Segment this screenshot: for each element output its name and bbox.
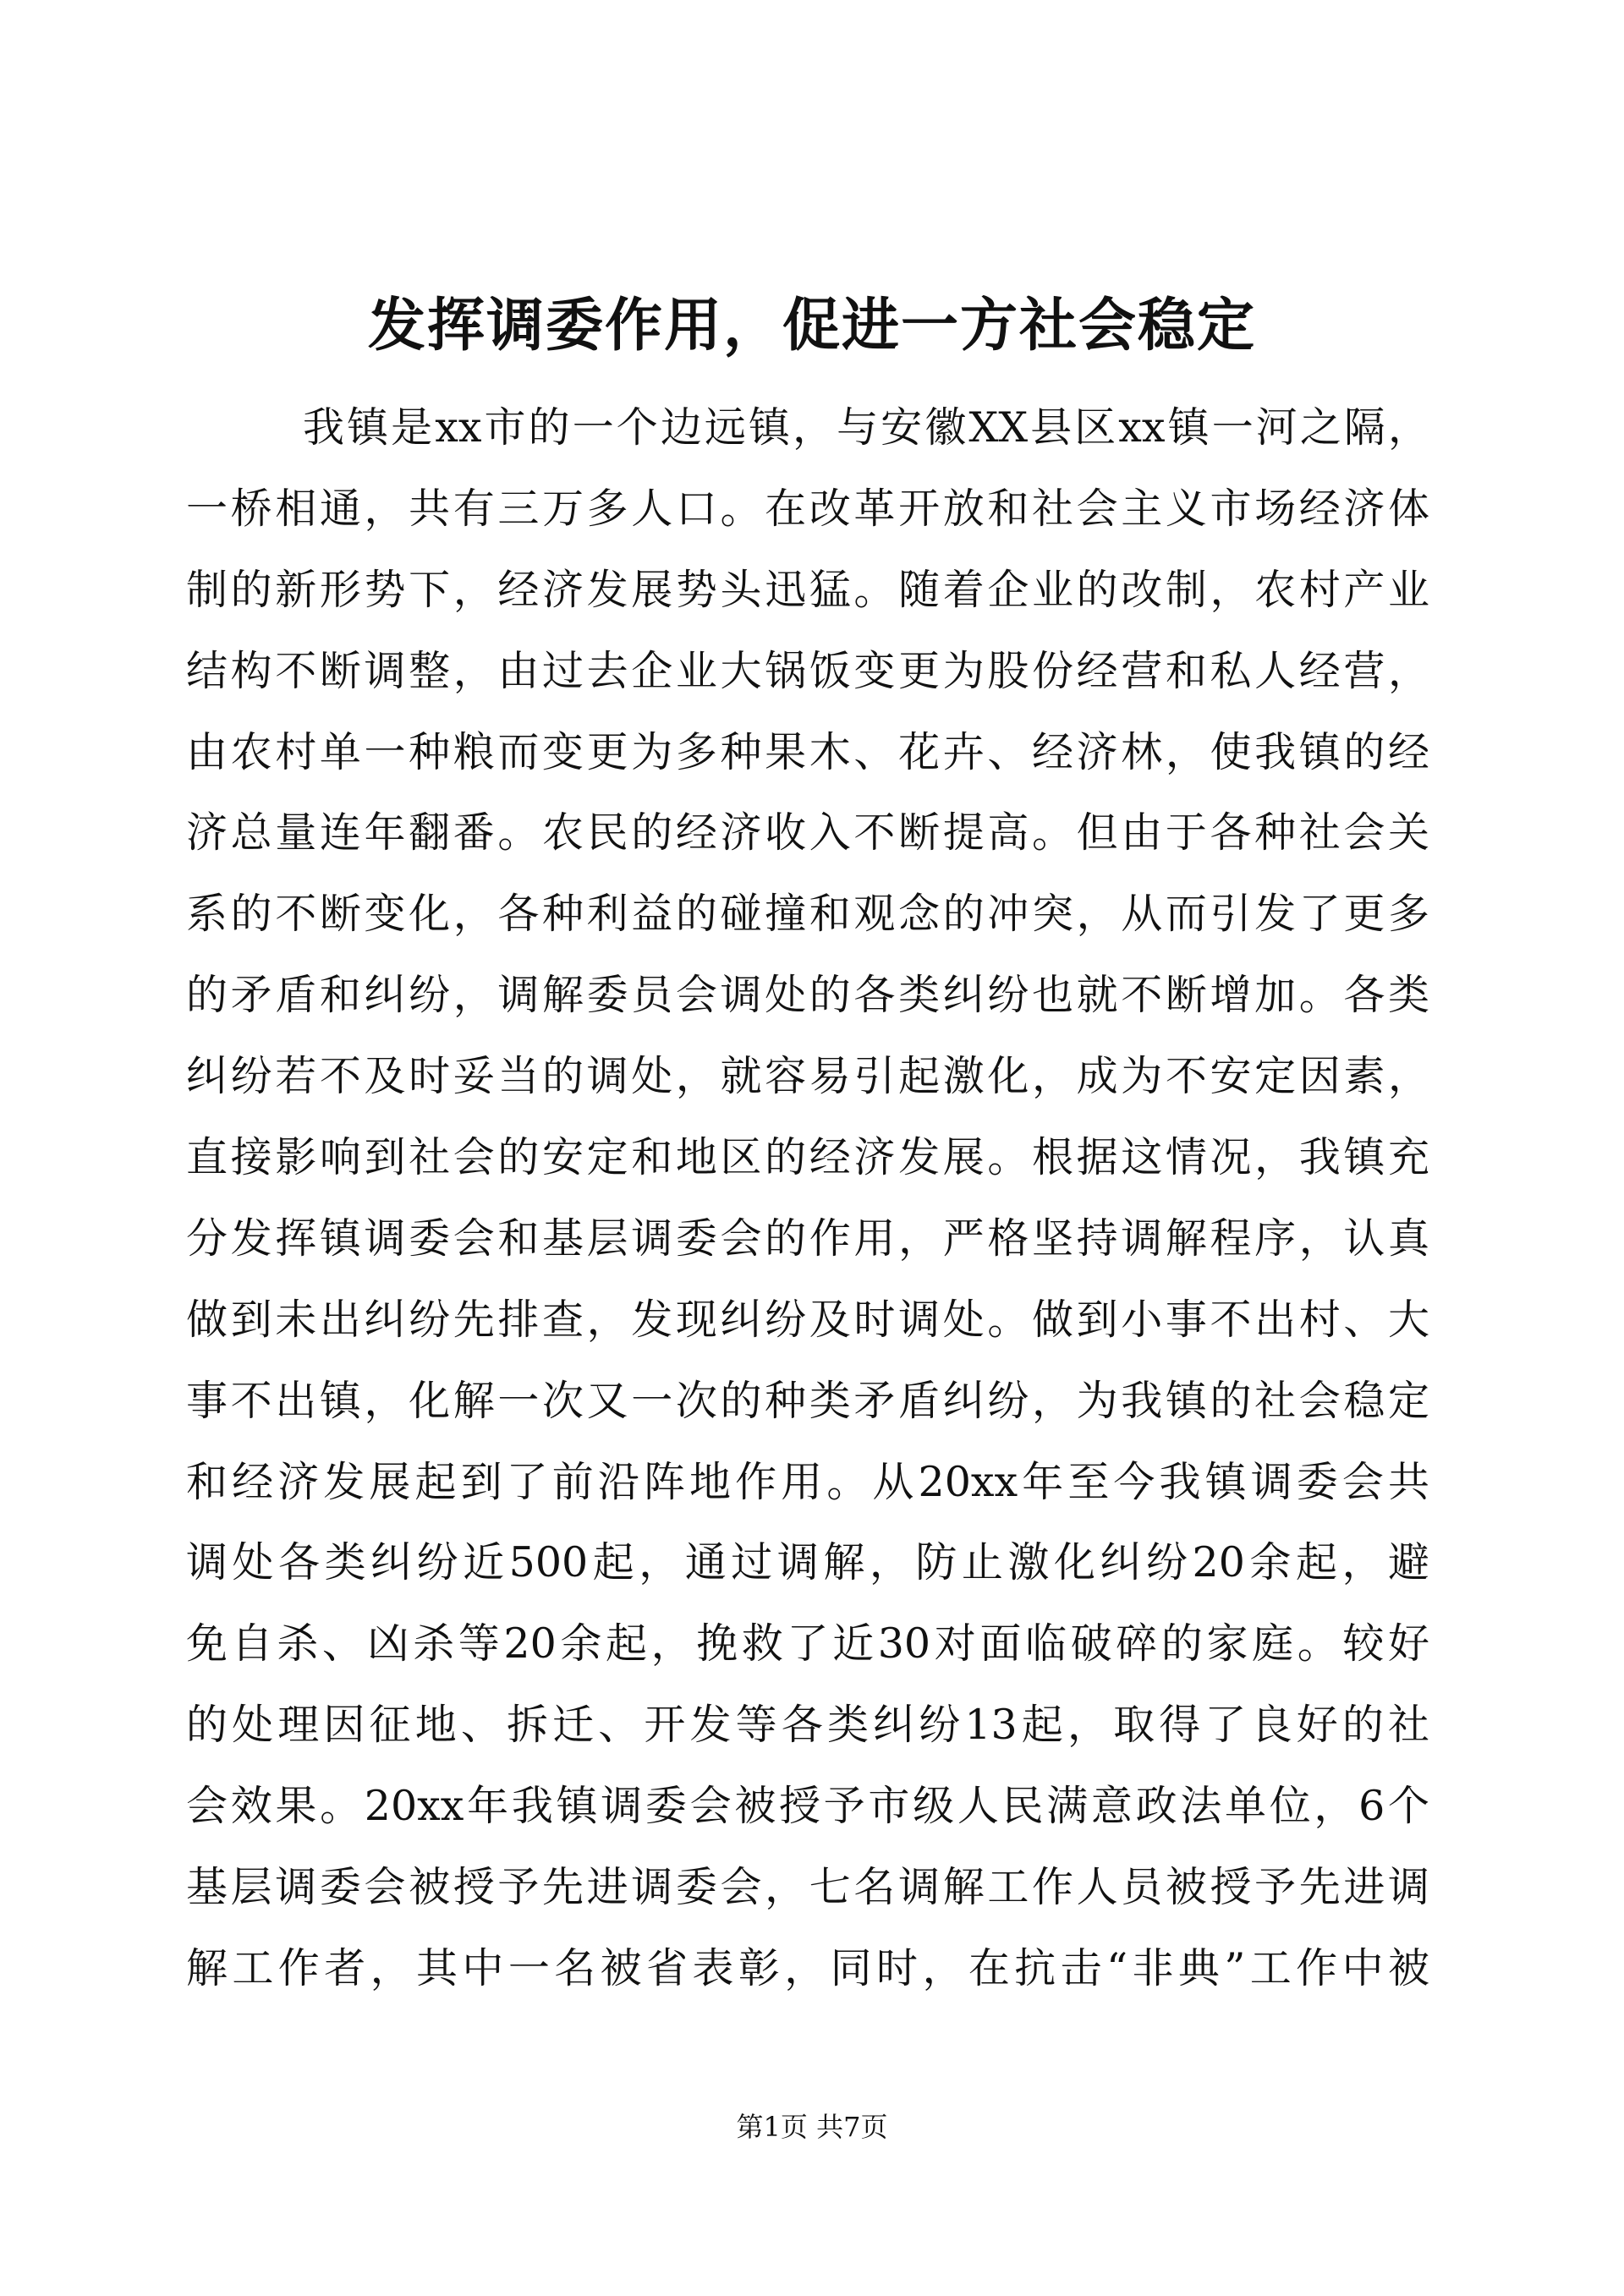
paragraph-line: 的处理因征地、拆迁、开发等各类纠纷13起，取得了良好的社 <box>186 1701 1429 1750</box>
page-number-footer: 第1页 共7页 <box>736 2111 888 2143</box>
paragraph-line: 分发挥镇调委会和基层调委会的作用，严格坚持调解程序，认真 <box>186 1214 1429 1263</box>
paragraph-line: 我镇是xx市的一个边远镇，与安徽XX县区xx镇一河之隔， <box>303 403 1429 452</box>
paragraph-line: 制的新形势下，经济发展势头迅猛。随着企业的改制，农村产业 <box>186 565 1429 614</box>
paragraph-line: 会效果。20xx年我镇调委会被授予市级人民满意政法单位，6个 <box>186 1782 1429 1831</box>
paragraph-line: 结构不断调整，由过去企业大锅饭变更为股份经营和私人经营， <box>186 646 1429 695</box>
paragraph-line: 解工作者，其中一名被省表彰，同时，在抗击“非典”工作中被 <box>186 1943 1429 1992</box>
paragraph-line: 济总量连年翻番。农民的经济收入不断提高。但由于各种社会关 <box>186 808 1429 858</box>
paragraph-line: 由农村单一种粮而变更为多种果木、花卉、经济林，使我镇的经 <box>186 727 1429 776</box>
paragraph-line: 系的不断变化，各种利益的碰撞和观念的冲突，从而引发了更多 <box>186 890 1429 939</box>
body-paragraph <box>186 387 1429 2009</box>
paragraph-line: 和经济发展起到了前沿阵地作用。从20xx年至今我镇调委会共 <box>186 1457 1429 1506</box>
paragraph-line: 做到未出纠纷先排查，发现纠纷及时调处。做到小事不出村、大 <box>186 1295 1429 1344</box>
paragraph-line: 调处各类纠纷近500起，通过调解，防止激化纠纷20余起，避 <box>186 1538 1429 1587</box>
paragraph-line: 的矛盾和纠纷，调解委员会调处的各类纠纷也就不断增加。各类 <box>186 971 1429 1020</box>
document-title: 发挥调委作用，促进一方社会稳定 <box>367 292 1256 359</box>
paragraph-line: 基层调委会被授予先进调委会，七名调解工作人员被授予先进调 <box>186 1863 1429 1912</box>
paragraph-line: 事不出镇，化解一次又一次的种类矛盾纠纷，为我镇的社会稳定 <box>186 1376 1429 1425</box>
paragraph-line: 免自杀、凶杀等20余起，挽救了近30对面临破碎的家庭。较好 <box>186 1619 1429 1669</box>
paragraph-line: 直接影响到社会的安定和地区的经济发展。根据这情况，我镇充 <box>186 1133 1429 1182</box>
paragraph-line: 纠纷若不及时妥当的调处，就容易引起激化，成为不安定因素， <box>186 1052 1429 1101</box>
paragraph-line: 一桥相通，共有三万多人口。在改革开放和社会主义市场经济体 <box>186 484 1429 533</box>
